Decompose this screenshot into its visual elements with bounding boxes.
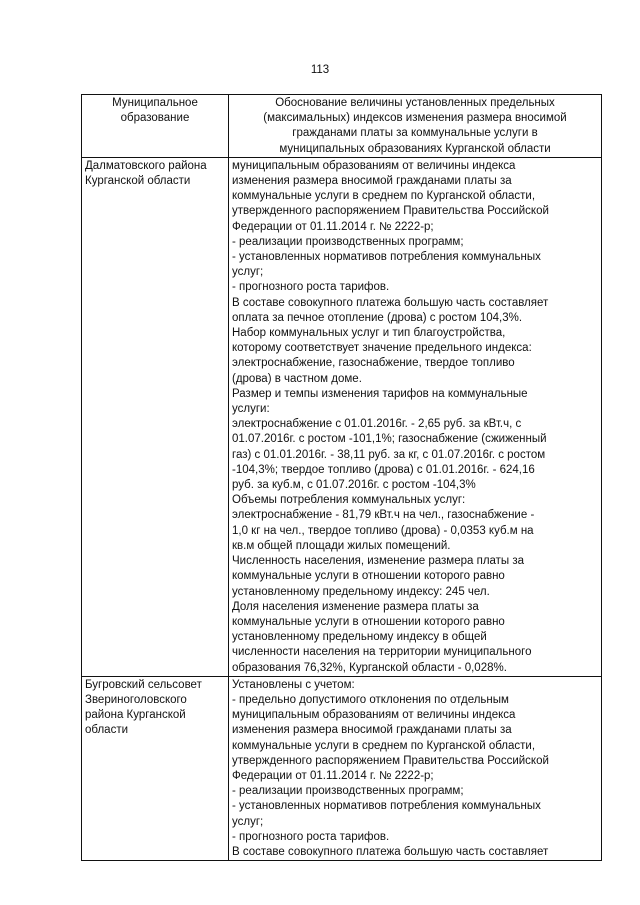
text-line: Муниципальное bbox=[112, 97, 198, 109]
justification-cell bbox=[229, 676, 602, 860]
text-line: Доля населения изменение размера платы за bbox=[232, 600, 479, 613]
text-line: Набор коммунальных услуг и тип благоустройства, bbox=[232, 327, 506, 340]
text-line: - предельно допустимого отклонения по отдельным bbox=[232, 693, 509, 706]
text-line: установленному предельному индексу: 245 чел. bbox=[232, 585, 490, 598]
text-line: численности населения на территории муниципального bbox=[232, 646, 532, 659]
text-line: района Курганской bbox=[85, 709, 186, 722]
text-line: В составе совокупного платежа большую часть составляет bbox=[232, 296, 549, 309]
text-line: образование bbox=[120, 112, 190, 125]
text-line: установленному предельному индексу в общей bbox=[232, 631, 487, 644]
text-line: коммунальные услуги в отношении которого равно bbox=[232, 615, 505, 628]
header-justification bbox=[229, 95, 602, 158]
text-line: - прогнозного роста тарифов. bbox=[232, 830, 390, 843]
table-row bbox=[82, 676, 602, 860]
text-line: (максимальных) индексов изменения размера вносимой bbox=[263, 112, 567, 125]
text-line: которому соответствует значение предельного индекса: bbox=[232, 342, 532, 355]
municipality-cell bbox=[82, 157, 229, 676]
text-line: электроснабжение - 81,79 кВт.ч на чел., газоснабжение - bbox=[232, 509, 535, 522]
text-line: - реализации производственных программ; bbox=[232, 785, 464, 798]
text-line: Звериноголовского bbox=[85, 693, 187, 706]
text-line: - установленных нормативов потребления коммунальных bbox=[232, 251, 541, 264]
text-line: изменения размера вносимой гражданами платы за bbox=[232, 724, 512, 737]
text-line: руб. за куб.м, с 01.07.2016г. с ростом -104,3% bbox=[232, 479, 476, 492]
text-line: электроснабжение, газоснабжение, твердое топливо bbox=[232, 357, 515, 370]
text-line: изменения размера вносимой гражданами платы за bbox=[232, 175, 512, 188]
text-line: Курганской области bbox=[85, 175, 191, 188]
header-municipality bbox=[82, 95, 229, 158]
text-line: гражданами платы за коммунальные услуги в bbox=[292, 127, 538, 140]
text-line: - прогнозного роста тарифов. bbox=[232, 281, 390, 294]
text-line: Объемы потребления коммунальных услуг: bbox=[232, 494, 466, 507]
text-line: -104,3%; твердое топливо (дрова) с 01.01.2016г. - 624,16 bbox=[232, 463, 535, 476]
justification-table bbox=[81, 94, 602, 861]
table-row bbox=[82, 157, 602, 676]
text-line: оплата за печное отопление (дрова) с ростом 104,3%. bbox=[232, 311, 523, 324]
text-line: электроснабжение с 01.01.2016г. - 2,65 руб. за кВт.ч, с bbox=[232, 418, 522, 431]
text-line: утвержденного распоряжением Правительства Российской bbox=[232, 205, 549, 218]
text-line: услуг; bbox=[232, 266, 264, 279]
page-number: 113 bbox=[310, 64, 330, 76]
text-line: В составе совокупного платежа большую часть составляет bbox=[232, 845, 549, 858]
text-line: Бугровский сельсовет bbox=[85, 678, 202, 691]
text-line: - реализации производственных программ; bbox=[232, 235, 464, 248]
text-line: образования 76,32%, Курганской области - 0,028%. bbox=[232, 661, 507, 674]
text-line: Численность населения, изменение размера платы за bbox=[232, 555, 525, 568]
text-line: Федерации от 01.11.2014 г. № 2222-р; bbox=[232, 220, 434, 233]
text-line: коммунальные услуги в среднем по Курганской области, bbox=[232, 739, 536, 752]
text-line: области bbox=[85, 724, 129, 737]
text-line: Размер и темпы изменения тарифов на коммунальные bbox=[232, 387, 528, 400]
text-line: коммунальные услуги в среднем по Курганской области, bbox=[232, 190, 536, 203]
justification-cell bbox=[229, 157, 602, 676]
text-line: коммунальные услуги в отношении которого равно bbox=[232, 570, 505, 583]
text-line: Федерации от 01.11.2014 г. № 2222-р; bbox=[232, 769, 434, 782]
text-line: кв.м общей площади жилых помещений. bbox=[232, 539, 451, 552]
text-line: муниципальных образованиях Курганской области bbox=[279, 142, 551, 155]
text-line: 1,0 кг на чел., твердое топливо (дрова) - 0,0353 куб.м на bbox=[232, 524, 534, 537]
text-line: муниципальным образованиям от величины индекса bbox=[232, 159, 516, 172]
text-line: газ) с 01.01.2016г. - 38,11 руб. за кг, с 01.07.2016г. с ростом bbox=[232, 448, 546, 461]
text-line: 01.07.2016г. с ростом -101,1%; газоснабжение (сжиженный bbox=[232, 433, 547, 446]
text-line: муниципальным образованиям от величины индекса bbox=[232, 709, 516, 722]
text-line: (дрова) в частном доме. bbox=[232, 372, 362, 385]
municipality-cell bbox=[82, 676, 229, 860]
text-line: - установленных нормативов потребления коммунальных bbox=[232, 800, 541, 813]
text-line: Далматовского района bbox=[85, 159, 207, 172]
text-line: Установлены с учетом: bbox=[232, 678, 355, 691]
text-line: утвержденного распоряжением Правительства Российской bbox=[232, 754, 549, 767]
text-line: услуги: bbox=[232, 403, 270, 416]
text-line: услуг; bbox=[232, 815, 264, 828]
text-line: Обоснование величины установленных предельных bbox=[275, 97, 555, 109]
table-header-row bbox=[82, 95, 602, 158]
